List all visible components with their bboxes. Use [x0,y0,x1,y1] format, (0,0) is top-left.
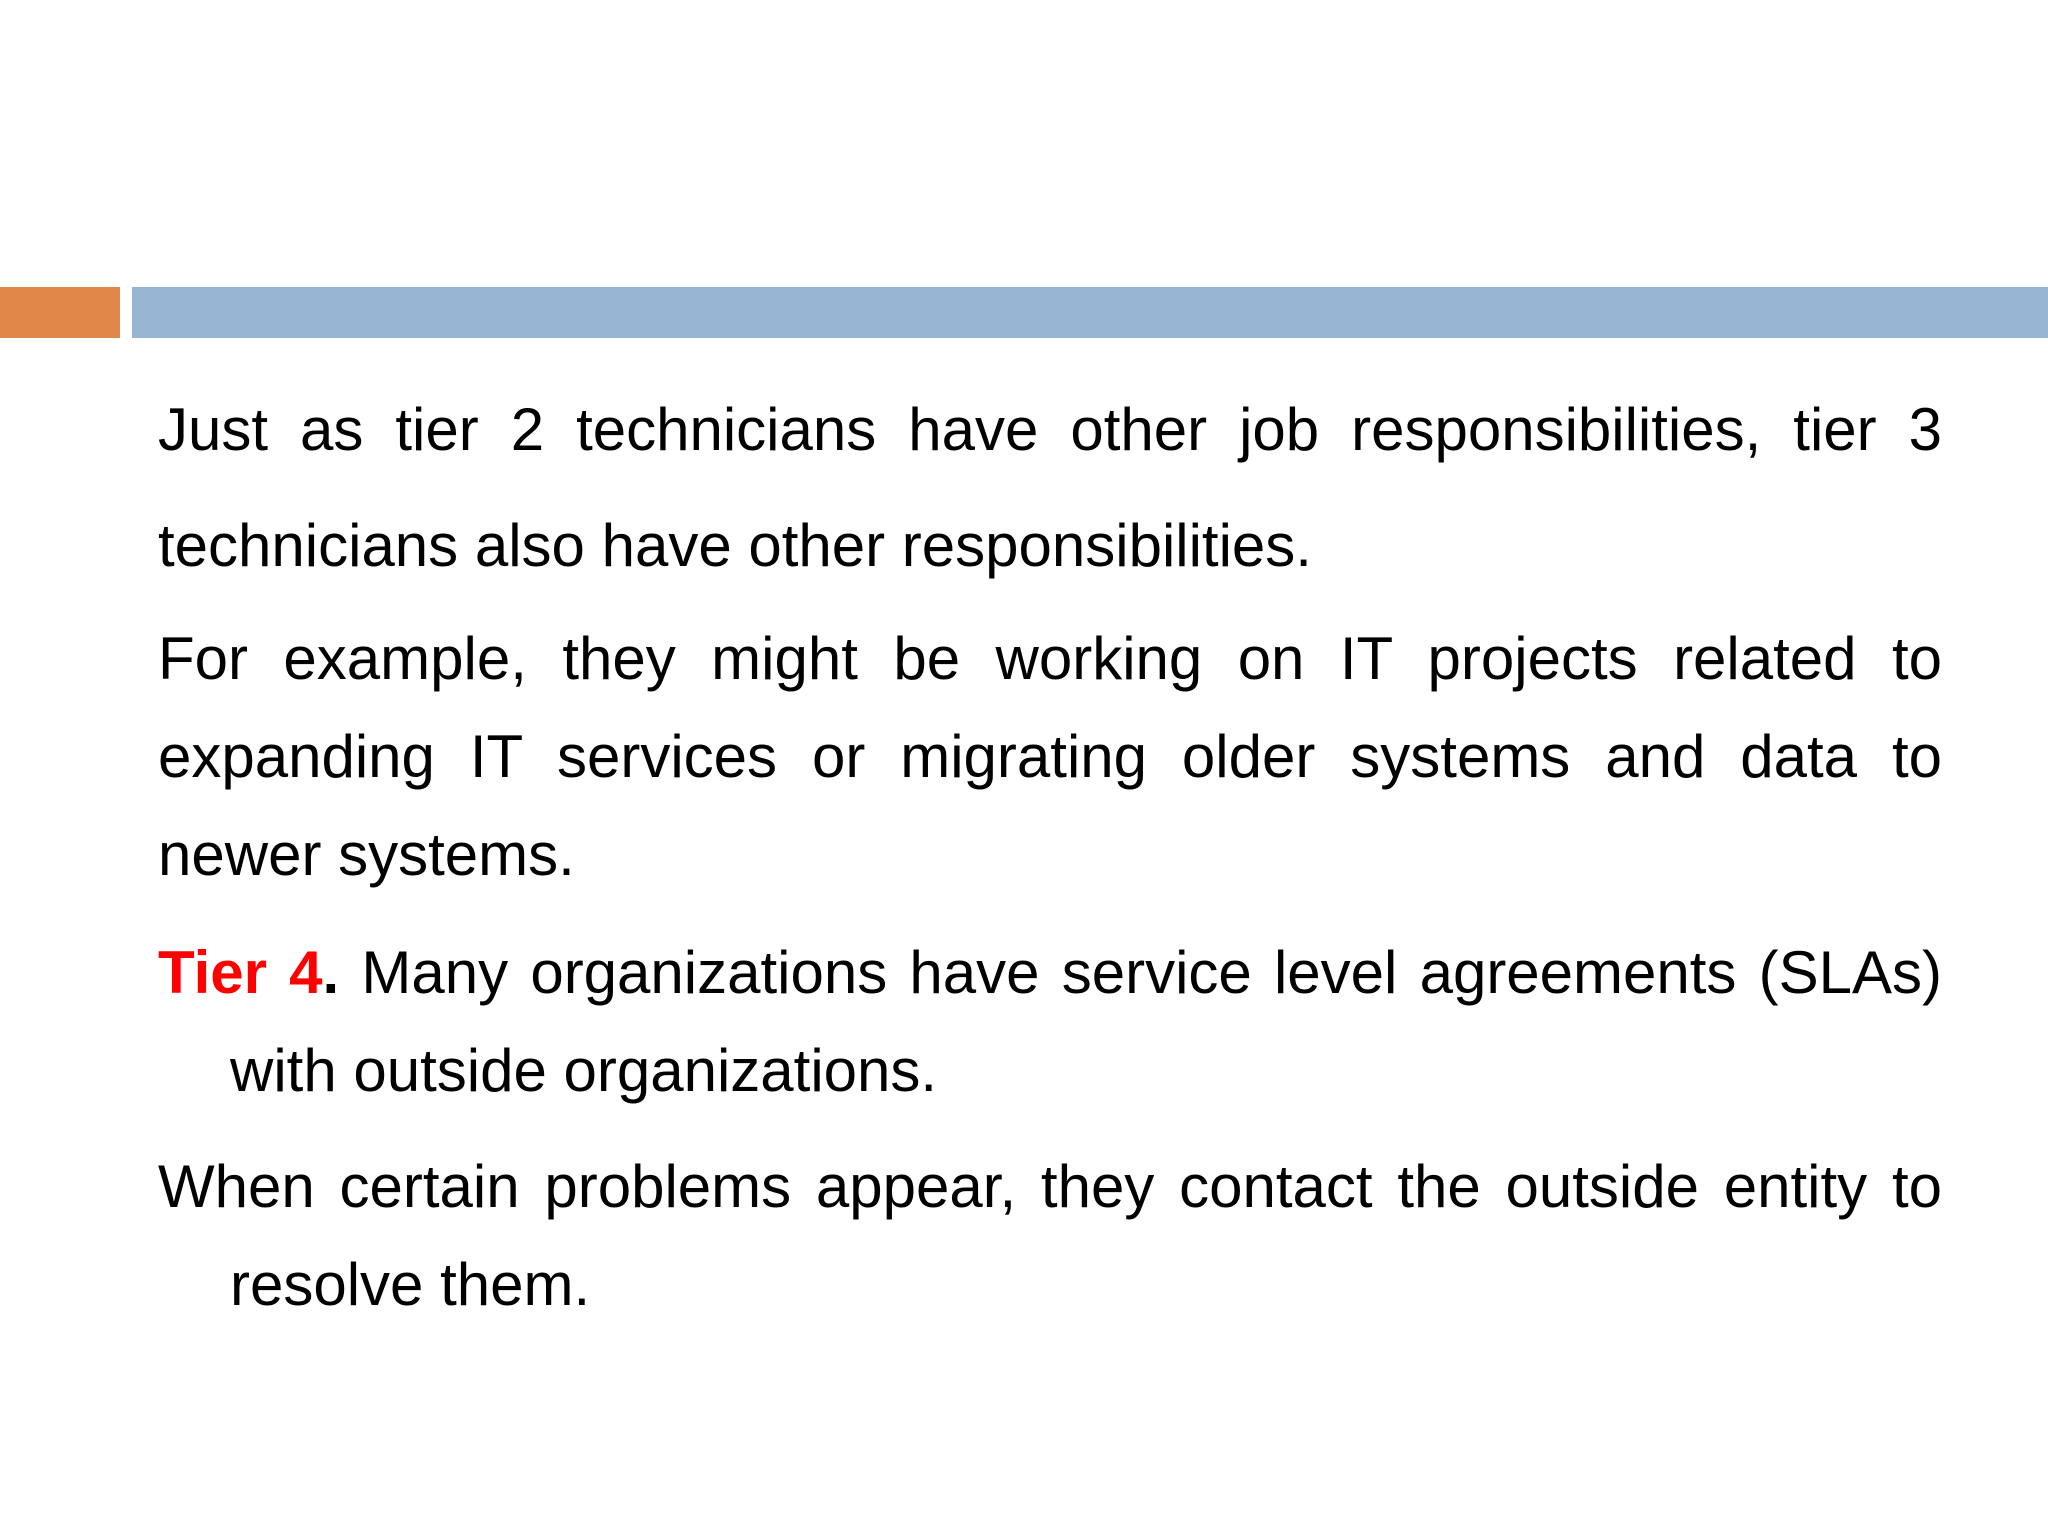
paragraph-tier3-responsibilities: Just as tier 2 technicians have other job responsibilities, tier 3 technicians also have other responsibilities. [158,396,1942,579]
accent-bar-orange [0,287,120,338]
tier4-label-dot: . [322,939,340,1006]
accent-bar-blue [132,287,2048,338]
paragraph-tier4 [158,924,1942,1120]
tier4-label: Tier 4 [158,939,323,1006]
tier4-text: Many organizations have service level agreements (SLAs) with outside organizations. [230,939,1942,1104]
paragraph-outside-entity: When certain problems appear, they contact the outside entity to resolve them. [158,1153,1942,1318]
slide-body [158,372,1942,1334]
paragraph-example-projects: For example, they might be working on IT projects related to expanding IT services or migrating older systems and data to newer systems. [158,625,1942,888]
